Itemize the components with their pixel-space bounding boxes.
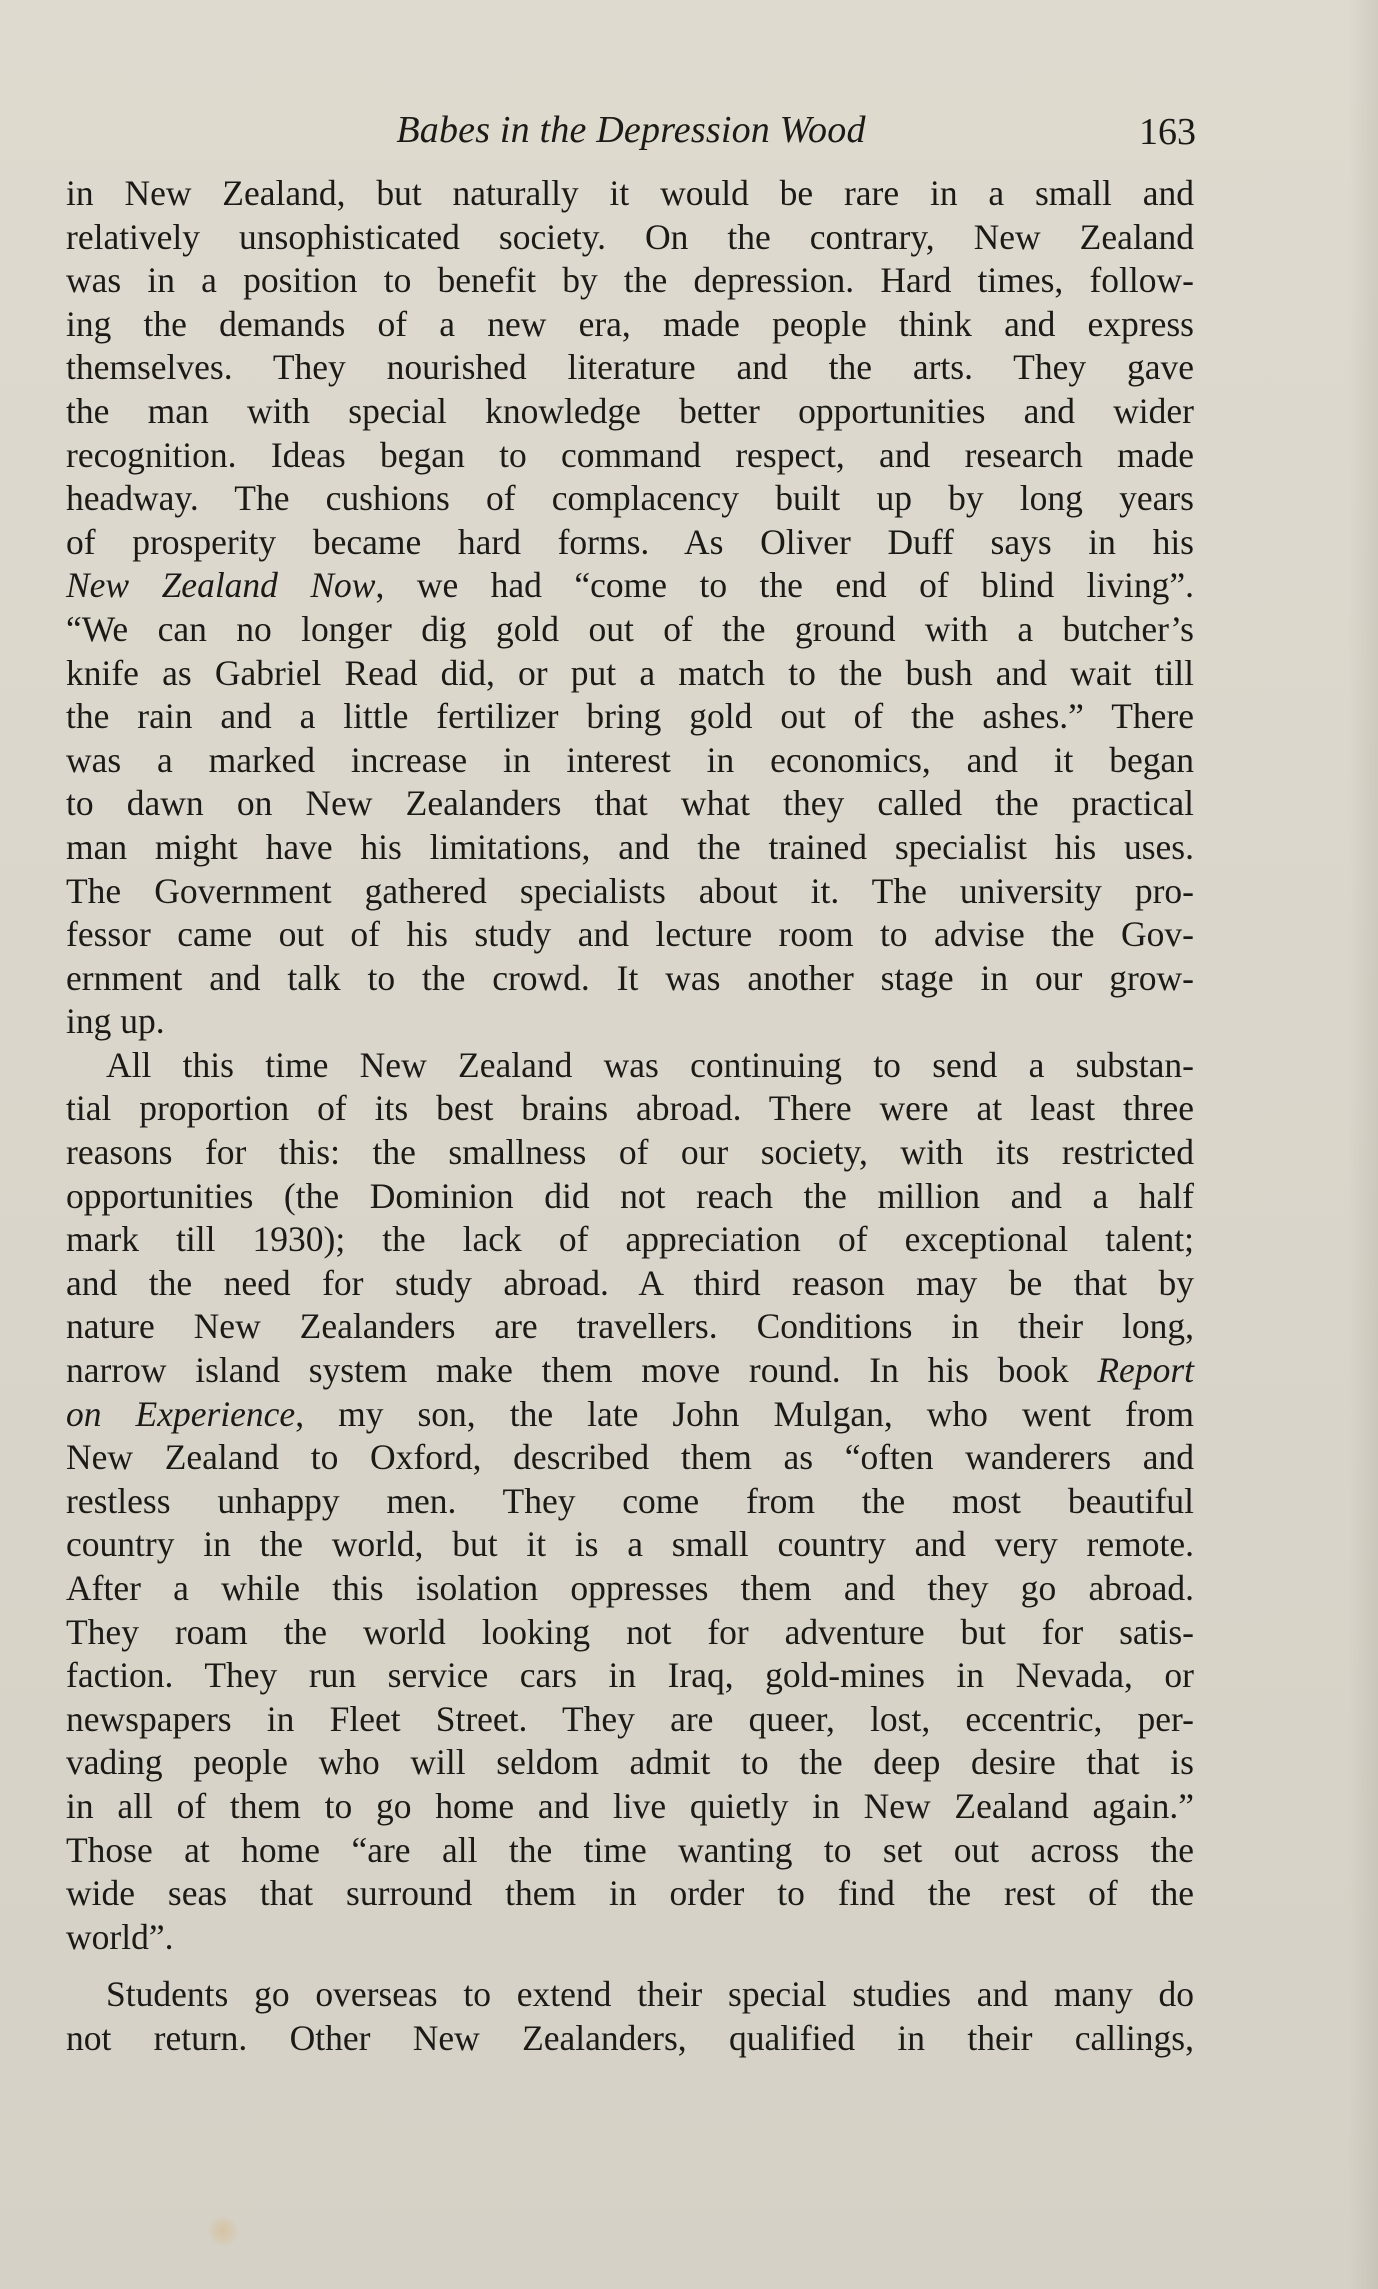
text-segment: man might have his limitations, and the trained specialist his uses.: [66, 826, 1194, 867]
text-segment: relatively unsophisticated society. On the contrary, New Zealand: [66, 216, 1194, 257]
text-line: [66, 1567, 1194, 1611]
text-line: [66, 1393, 1194, 1437]
text-segment: , my son, the late John Mulgan, who went from: [295, 1393, 1195, 1434]
italic-title: Report: [1097, 1350, 1194, 1391]
text-segment: the rain and a little fertilizer bring gold out of the ashes.” There: [66, 696, 1194, 737]
text-line: [66, 1262, 1194, 1306]
text-segment: country in the world, but it is a small country and very remote.: [66, 1524, 1194, 1565]
text-line: [66, 2017, 1194, 2061]
text-line: [66, 477, 1194, 521]
text-segment: wide seas that surround them in order to find the rest of the: [66, 1873, 1194, 1914]
text-segment: nature New Zealanders are travellers. Conditions in their long,: [66, 1306, 1194, 1347]
text-line: [66, 870, 1194, 914]
text-segment: The Government gathered specialists about it. The university pro-: [66, 870, 1194, 911]
text-segment: , we had “come to the end of blind living”.: [375, 565, 1194, 606]
page-edge-shadow: [1348, 0, 1378, 2289]
text-line: [66, 1044, 1194, 1088]
text-segment: recognition. Ideas began to command respect, and research made: [66, 434, 1194, 475]
text-segment: was in a position to benefit by the depression. Hard times, follow-: [66, 260, 1194, 301]
text-segment: headway. The cushions of complacency built up by long years: [66, 478, 1194, 519]
text-line: [66, 1175, 1194, 1219]
text-line: [66, 1872, 1194, 1916]
text-line: [66, 1523, 1194, 1567]
paper-stain: [208, 2216, 238, 2246]
text-segment: Students go overseas to extend their special studies and many do: [106, 1974, 1194, 2015]
text-segment: tial proportion of its best brains abroad. There were at least three: [66, 1088, 1194, 1129]
text-line: [66, 564, 1194, 608]
text-segment: not return. Other New Zealanders, qualified in their callings,: [66, 2017, 1194, 2058]
text-segment: in New Zealand, but naturally it would be rare in a small and: [66, 173, 1194, 213]
text-line: [66, 1349, 1194, 1393]
page-number: 163: [1139, 111, 1196, 153]
text-segment: fessor came out of his study and lecture room to advise the Gov-: [66, 914, 1194, 955]
text-line: [66, 1698, 1194, 1742]
text-line: [66, 1741, 1194, 1785]
text-line: [66, 1305, 1194, 1349]
italic-title: on Experience: [66, 1393, 296, 1434]
text-line: [66, 1654, 1194, 1698]
text-line: [66, 1131, 1194, 1175]
text-line: [66, 1829, 1194, 1873]
text-segment: “We can no longer dig gold out of the ground with a butcher’s: [66, 608, 1194, 649]
running-head: [66, 104, 1196, 156]
text-segment: opportunities (the Dominion did not reach the million and a half: [66, 1175, 1194, 1216]
text-segment: Those at home “are all the time wanting to set out across the: [66, 1829, 1194, 1870]
text-line: [66, 1785, 1194, 1829]
text-line: [66, 1611, 1194, 1655]
text-segment: of prosperity became hard forms. As Oliver Duff says in his: [66, 521, 1194, 562]
text-line: [66, 216, 1194, 260]
text-line: [66, 1480, 1194, 1524]
text-line: [66, 346, 1194, 390]
running-title: Babes in the Depression Wood: [396, 109, 866, 151]
text-line: [66, 1218, 1194, 1262]
text-line: [66, 1916, 1194, 1960]
italic-title: New Zealand Now: [66, 565, 376, 606]
text-line: [66, 957, 1194, 1001]
text-line: [66, 608, 1194, 652]
text-segment: ing the demands of a new era, made people think and express: [66, 303, 1194, 344]
text-segment: world”.: [66, 1916, 174, 1957]
text-segment: ing up.: [66, 1001, 165, 1042]
text-line: [66, 826, 1194, 870]
text-line: [66, 259, 1194, 303]
text-segment: knife as Gabriel Read did, or put a match to the bush and wait till: [66, 652, 1194, 693]
text-line: [66, 390, 1194, 434]
text-segment: After a while this isolation oppresses them and they go abroad.: [66, 1568, 1194, 1608]
text-line: [66, 1087, 1194, 1131]
text-segment: restless unhappy men. They come from the most beautiful: [66, 1480, 1194, 1521]
text-line: [66, 434, 1194, 478]
text-line: [66, 1000, 1194, 1044]
text-segment: the man with special knowledge better opportunities and wider: [66, 390, 1194, 431]
text-line: [66, 303, 1194, 347]
text-line: [66, 913, 1194, 957]
text-line: [66, 782, 1194, 826]
text-segment: in all of them to go home and live quietly in New Zealand again.”: [66, 1785, 1194, 1826]
text-line: [66, 739, 1194, 783]
text-line: [66, 1973, 1194, 2017]
text-segment: to dawn on New Zealanders that what they called the practical: [66, 783, 1194, 824]
text-segment: narrow island system make them move round. In his book: [66, 1350, 1098, 1391]
text-segment: was a marked increase in interest in economics, and it began: [66, 739, 1194, 780]
text-line: [66, 521, 1194, 565]
text-segment: All this time New Zealand was continuing to send a substan-: [106, 1044, 1194, 1085]
text-segment: vading people who will seldom admit to the deep desire that is: [66, 1742, 1194, 1783]
text-segment: mark till 1930); the lack of appreciation of exceptional talent;: [66, 1219, 1194, 1260]
text-segment: They roam the world looking not for adventure but for satis-: [66, 1611, 1194, 1652]
text-line: [66, 695, 1194, 739]
text-line: [66, 172, 1194, 216]
text-line: [66, 652, 1194, 696]
text-segment: themselves. They nourished literature and the arts. They gave: [66, 347, 1194, 388]
text-segment: faction. They run service cars in Iraq, gold-mines in Nevada, or: [66, 1655, 1194, 1696]
text-segment: reasons for this: the smallness of our society, with its restricted: [66, 1132, 1194, 1173]
text-segment: New Zealand to Oxford, described them as “often wanderers and: [66, 1437, 1194, 1478]
text-segment: ernment and talk to the crowd. It was another stage in our grow-: [66, 957, 1194, 998]
text-segment: newspapers in Fleet Street. They are queer, lost, eccentric, per-: [66, 1698, 1194, 1739]
text-segment: and the need for study abroad. A third reason may be that by: [66, 1262, 1194, 1303]
text-line: [66, 1436, 1194, 1480]
body-text: [66, 172, 1194, 2061]
